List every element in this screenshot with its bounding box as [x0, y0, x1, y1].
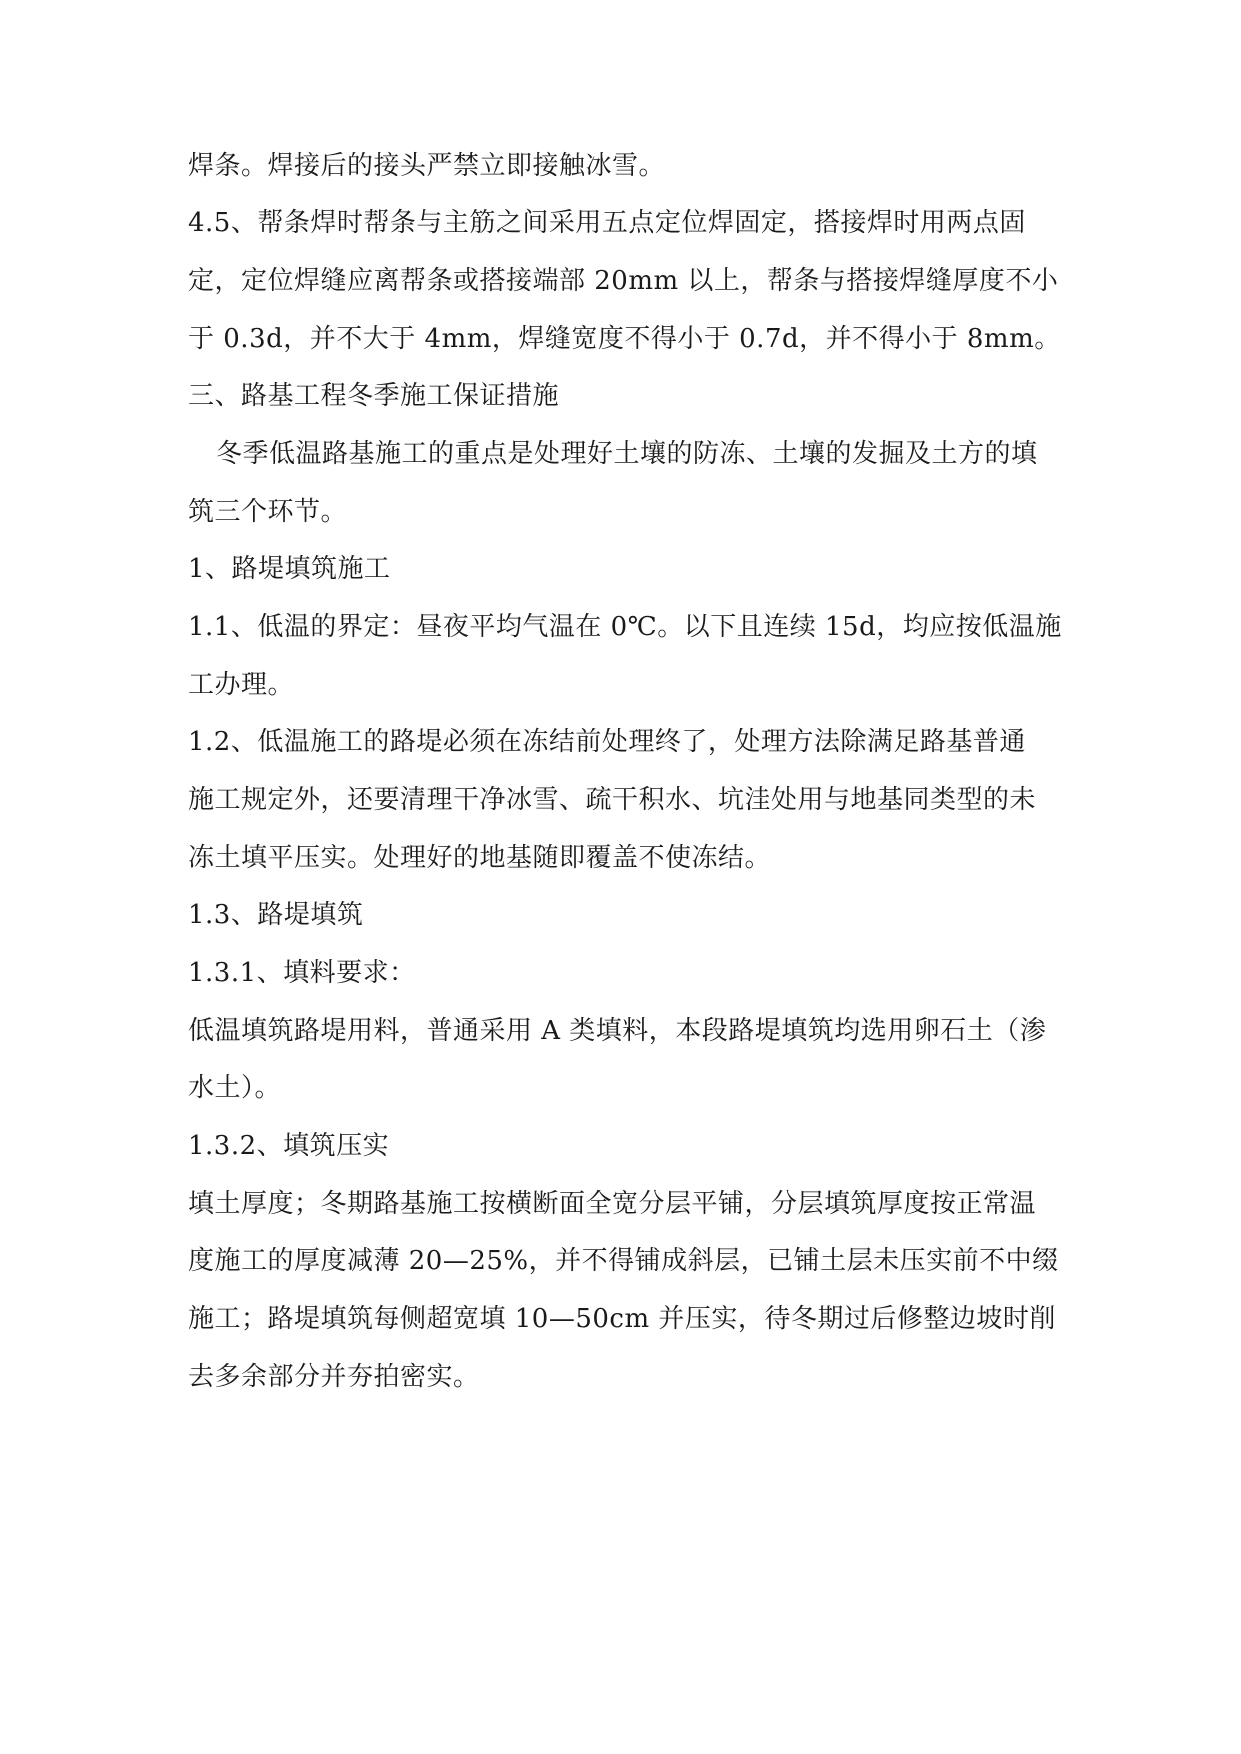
section-heading-3: 三、路基工程冬季施工保证措施: [188, 381, 560, 411]
text-line-3: 定，定位焊缝应离帮条或搭接端部 20mm 以上，帮条与搭接焊缝厚度不小: [188, 266, 1059, 296]
text-line-21: 施工；路堤填筑每侧超宽填 10—50cm 并压实，待冬期过后修整边坡时削: [188, 1304, 1056, 1334]
text-line-9: 1.1、低温的界定：昼夜平均气温在 0℃。以下且连续 15d，均应按低温施: [188, 612, 1062, 642]
text-line-13: 冻土填平压实。处理好的地基随即覆盖不使冻结。: [188, 843, 772, 873]
text-line-17: 水土）。: [188, 1073, 282, 1103]
text-line-22: 去多余部分并夯拍密实。: [188, 1362, 480, 1392]
subheading-1-3-1: 1.3.1、填料要求：: [188, 958, 416, 988]
text-line-20: 度施工的厚度减薄 20—25%，并不得铺成斜层，已铺土层未压实前不中缀: [188, 1246, 1059, 1276]
text-line-2: 4.5、帮条焊时帮条与主筋之间采用五点定位焊固定，搭接焊时用两点固: [188, 208, 1026, 238]
text-line-10: 工办理。: [188, 670, 295, 700]
text-line-12: 施工规定外，还要清理干净冰雪、疏干积水、坑洼处用与地基同类型的未: [188, 785, 1037, 815]
text-line-7: 筑三个环节。: [188, 497, 348, 527]
text-line-6: 冬季低温路基施工的重点是处理好土壤的防冻、土壤的发掘及土方的填: [216, 439, 1038, 469]
text-line-16: 低温填筑路堤用料，普通采用 A 类填料，本段路堤填筑均选用卵石土（渗: [188, 1016, 1047, 1046]
text-line-19: 填土厚度；冬期路基施工按横断面全宽分层平铺，分层填筑厚度按正常温: [188, 1189, 1037, 1219]
text-line-4: 于 0.3d，并不大于 4mm，焊缝宽度不得小于 0.7d，并不得小于 8mm。: [188, 324, 1061, 354]
subheading-1-3: 1.3、路堤填筑: [188, 900, 364, 930]
text-line-1: 焊条。焊接后的接头严禁立即接触冰雪。: [188, 151, 666, 181]
subheading-1-3-2: 1.3.2、填筑压实: [188, 1131, 390, 1161]
subheading-1: 1、路堤填筑施工: [188, 554, 391, 584]
text-line-11: 1.2、低温施工的路堤必须在冻结前处理终了，处理方法除满足路基普通: [188, 727, 1026, 757]
